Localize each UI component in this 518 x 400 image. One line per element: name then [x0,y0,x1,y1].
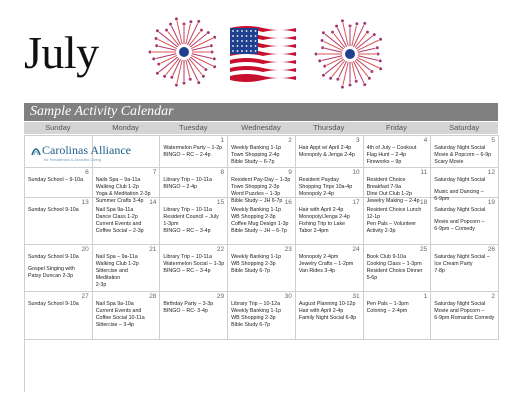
calendar-day-cell [364,245,432,292]
calendar-event: 2-3p [95,282,107,288]
calendar-event: Saturday Night Social [434,301,486,307]
calendar-event: Fireworks – 9p [366,159,402,165]
day-number: 21 [149,246,157,253]
calendar-event: Sunday School 9-10a [28,207,79,213]
calendar-event: Cooking Class – 1-3pm [366,261,422,267]
calendar-day-cell [25,292,93,340]
calendar-day-cell [431,168,499,202]
calendar-event: Movie and Popcorn – [434,219,485,225]
calendar-event: Activity 2-3p [366,228,396,234]
calendar-event: Library Trip – 10-11a [163,207,212,213]
logo-name: Carolinas Alliance [42,143,131,157]
calendar-event: Bible Study 6-7p [231,322,271,328]
calendar-event: BINGO – RC- 3-4p [163,308,208,314]
calendar-event: Walking Club 1-2p [95,184,139,190]
calendar-event: Dine Out Club 1-2p [366,191,412,197]
calendar-event: Coloring – 2-4pm [366,308,408,314]
day-number: 16 [284,199,292,206]
weekday-label: Monday [112,123,139,132]
calendar-event: Library Trip – 10-11a [163,177,212,183]
calendar-day-cell [228,198,296,245]
day-number: 31 [352,293,360,300]
calendar-event: Gospel Singing with [28,266,75,272]
day-number: 30 [284,293,292,300]
month-title: July [24,27,99,78]
day-number: 17 [352,199,360,206]
calendar-day-cell [296,168,364,198]
calendar-event: Birthday Party – 3-3p [163,301,214,307]
calendar-day-cell [228,292,296,340]
calendar-event: Flag Hunt – 2-4p [366,152,407,158]
calendar-event: BINGO – RC – 3-4p [163,268,211,274]
calendar-event: Jewelry Making – 2-4p [366,198,420,204]
calendar-event: Ice Cream Party [434,261,473,267]
calendar-event: Pen Pals – Volunteer [366,221,417,227]
calendar-event: Library Trip – 10-12a [231,301,281,307]
calendar-event: Town Shopping 2-3p [231,184,280,190]
calendar-day-cell [160,245,228,292]
calendar-event: 6-9pm [434,196,450,202]
calendar-event: Watermelon Social – 1-3p [163,261,225,267]
calendar-event: Resident Choice Lunch [366,207,422,213]
calendar-event: Fishing Trip to Lake [298,221,346,227]
american-flag-icon [228,26,298,78]
calendar-event: August Planning 10-12p [298,301,356,307]
firework-left-icon [152,20,216,84]
day-number: 28 [149,293,157,300]
day-number: 11 [420,169,428,176]
calendar-day-cell [296,245,364,292]
calendar-day-cell [431,292,499,340]
weekday-label: Tuesday [179,123,208,132]
weekday-label: Thursday [313,123,345,132]
calendar-event: Walking Club 1-2p [95,261,139,267]
day-number: 29 [216,293,225,300]
logo-mark-icon [30,143,42,157]
calendar-day-cell [25,198,93,245]
calendar-day-cell [364,198,432,245]
calendar-event: Bible Study – 6-7p [231,159,275,165]
day-number: 8 [220,169,225,176]
day-number: 1 [220,137,225,144]
calendar-event: Dance Class 1-2p [95,214,138,220]
calendar-event: Resident Choice [366,177,406,183]
calendar-event: Coffee Social 10-11a [95,315,145,321]
calendar-event: Meditation [95,275,121,281]
calendar-event: 1-3pm [163,221,179,227]
calendar-event: Van Rides 3-4p [298,268,335,274]
calendar-day-cell [228,245,296,292]
logo-tagline: for Residential & Assisted Living [44,157,101,162]
calendar-event: Weekly Banking 1-1p [231,254,282,260]
calendar-day-cell [296,198,364,245]
day-number: 20 [81,246,89,253]
weekday-label: Wednesday [241,123,281,132]
calendar-event: Hair with April 2-4p [298,308,344,314]
calendar-event: BINGO – 2-4p [163,184,197,190]
calendar-day-cell [364,136,432,168]
calendar-day-cell [93,292,161,340]
calendar-event: Music and Dancing – [434,189,484,195]
calendar-event: Pen Pals – 1-3pm [366,301,409,307]
calendar-event: WB Shopping 2-3p [231,315,276,321]
weekday-label: Saturday [449,123,480,132]
day-number: 22 [216,246,225,253]
calendar-event: Nail Spa 9a-10a [95,301,134,307]
day-number: 15 [216,199,225,206]
calendar-event: Shopping Trips 10a-4p [298,184,353,190]
calendar-event: Family Night Social 6-8p [298,315,357,321]
day-number: 5 [491,137,495,144]
calendar-event: Bible Study – JH 6-7p [231,198,283,204]
calendar-banner: Sample Activity Calendar [24,103,498,121]
calendar-day-cell [160,292,228,340]
calendar-event: 12-1p [366,214,381,220]
calendar-event: Monopoly 2-4p [298,191,334,197]
calendar-event: Monopoly 2-4pm [298,254,339,260]
weekday-label: Sunday [45,123,71,132]
calendar-event: Coffee Social – 2-3p [95,228,144,234]
calendar-event: Word Puzzles – 1-3p [231,191,281,197]
calendar-event: Sittercise – 3-4p [95,322,134,328]
calendar-day-cell [25,245,93,292]
firework-right-icon [318,22,382,86]
day-number: 9 [288,169,292,176]
calendar-day-cell [160,136,228,168]
weekday-header [24,122,498,134]
calendar-event: Summer Crafts 3-4p [95,198,144,204]
calendar-event: 7-8p [434,268,445,274]
calendar-event: Saturday Night Social – [434,254,490,260]
calendar-day-cell [296,292,364,340]
calendar-day-cell [431,198,499,245]
calendar-day-cell [93,245,161,292]
calendar-day-cell [25,168,93,198]
calendar-event: Coffee Mug Design 1-3p [231,221,289,227]
calendar-event: Movie and Popcorn – [434,308,485,314]
calendar-event: Hair with April 2-4p [298,207,344,213]
calendar-event: Sunday School 9-10a [28,254,79,260]
calendar-grid [24,135,499,392]
calendar-event: 4th of July – Cookout [366,145,417,151]
weekday-label: Friday [386,123,407,132]
calendar-event: 6-9pm Romantic Comedy [434,315,495,321]
calendar-event: Saturday Night Social [434,145,486,151]
day-number: 19 [487,199,495,206]
day-number: 18 [420,199,428,206]
day-number: 4 [423,137,428,144]
calendar-day-cell [431,136,499,168]
calendar-event: Movie & Popcorn – 6-9p [434,152,492,158]
calendar-event: Weekly Banking 1-1p [231,308,282,314]
day-number: 13 [81,199,89,206]
calendar-event: Yoga & Meditation 2-3p [95,191,151,197]
calendar-event: Monopoly/Jenga 2-4p [298,214,350,220]
calendar-event: Current Events and [95,221,142,227]
calendar-event: Nails Spa – 9a-11a [95,177,141,183]
calendar-event: Watermelon Party – 1-2p [163,145,223,151]
calendar-event: Book Club 9-10a [366,254,407,260]
day-number: 24 [352,246,360,253]
day-number: 23 [284,246,292,253]
calendar-event: Breakfast 7-9a [366,184,402,190]
calendar-event: Sunday School 9-10a [28,301,79,307]
calendar-event: Saturday Night Social [434,177,486,183]
calendar-event: Tabor 2-4pm [298,228,329,234]
calendar-event: Sunday School – 9-10a [28,177,84,183]
day-number: 14 [149,199,157,206]
day-number: 2 [288,137,292,144]
day-number: 6 [85,169,89,176]
calendar-event: Resident Pay-Day – 1-3p [231,177,291,183]
calendar-event: Resident Council – July [163,214,219,220]
calendar-event: Current Events and [95,308,142,314]
calendar-event: BINGO – RC – 3-4p [163,228,211,234]
day-number: 12 [487,169,495,176]
day-number: 27 [81,293,89,300]
calendar-event: Bible Study – JH – 6-7p [231,228,287,234]
calendar-event: Weekly Banking 1-1p [231,207,282,213]
day-number: 7 [152,169,157,176]
calendar-event: Town Shopping 2-4p [231,152,280,158]
calendar-event: Hair Appt w/ April 2-4p [298,145,352,151]
calendar-day-cell [228,136,296,168]
calendar-day-cell [160,198,228,245]
calendar-event: Library Trip – 10-11a [163,254,212,260]
calendar-event: Jewelry Crafts – 1-2pm [298,261,354,267]
calendar-event: Nail Spa – 9a-11a [95,254,138,260]
calendar-event: Saturday Night Social [434,207,486,213]
calendar-event: Monopoly & Jenga 2-4p [298,152,355,158]
day-number: 2 [491,293,495,300]
calendar-event: Weekly Banking 1-1p [231,145,282,151]
calendar-event: 5-6p [366,275,378,281]
calendar-event: Nail Spa 9a-11a [95,207,134,213]
day-number: 25 [420,246,428,253]
calendar-day-cell [431,245,499,292]
calendar-event: WB Shopping 2-3p [231,214,276,220]
calendar-event: Sittercise and [95,268,128,274]
calendar-event: WB Shopping 2-3p [231,261,276,267]
calendar-event: Scary Movie [434,159,464,165]
day-number: 26 [487,246,495,253]
calendar-day-cell [296,136,364,168]
calendar-event: Patsy Duncan 2-3p [28,273,74,279]
calendar-event: Resident Choice Dinner [366,268,423,274]
day-number: 1 [423,293,428,300]
calendar-event: Resident Payday [298,177,339,183]
calendar-event: BINGO – RC – 2-4p [163,152,211,158]
day-number: 10 [352,169,360,176]
calendar-day-cell [160,168,228,198]
carolinas-alliance-logo [30,143,154,165]
day-number: 3 [355,137,360,144]
calendar-day-cell [93,198,161,245]
calendar-day-cell [364,292,432,340]
calendar-event: Bible Study 6-7p [231,268,271,274]
calendar-event: 6-9pm – Comedy [434,226,475,232]
